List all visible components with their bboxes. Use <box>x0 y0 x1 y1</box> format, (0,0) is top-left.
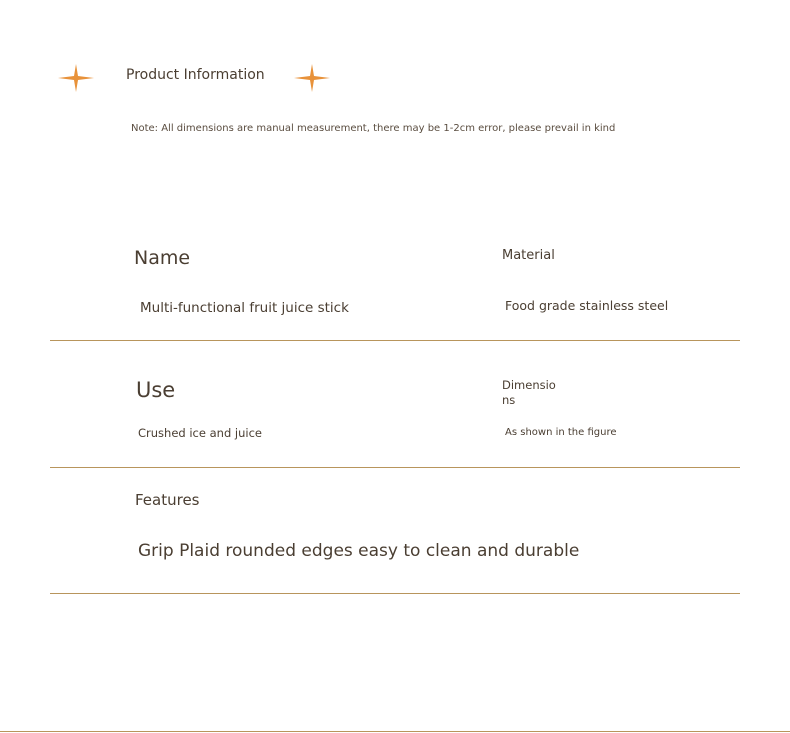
row-divider <box>50 340 740 341</box>
use-value: Crushed ice and juice <box>138 426 262 440</box>
row-divider <box>50 467 740 468</box>
bottom-divider <box>0 731 790 732</box>
dimensions-value: As shown in the figure <box>505 427 617 438</box>
dimensions-label <box>502 378 562 408</box>
material-value: Food grade stainless steel <box>505 298 669 313</box>
dimensions-label-line1: Dimensio <box>502 378 556 392</box>
measurement-note: Note: All dimensions are manual measurement, there may be 1-2cm error, please prevail in kind <box>131 123 616 134</box>
four-point-star-icon <box>56 62 96 94</box>
name-value: Multi-functional fruit juice stick <box>140 300 349 316</box>
name-label: Name <box>134 247 191 269</box>
four-point-star-icon <box>292 62 332 94</box>
features-value: Grip Plaid rounded edges easy to clean and durable <box>138 541 580 561</box>
dimensions-label-line2: ns <box>502 393 516 407</box>
row-divider <box>50 593 740 594</box>
section-title: Product Information <box>126 67 265 83</box>
material-label: Material <box>502 248 555 263</box>
features-label: Features <box>135 491 200 509</box>
use-label: Use <box>136 378 176 402</box>
